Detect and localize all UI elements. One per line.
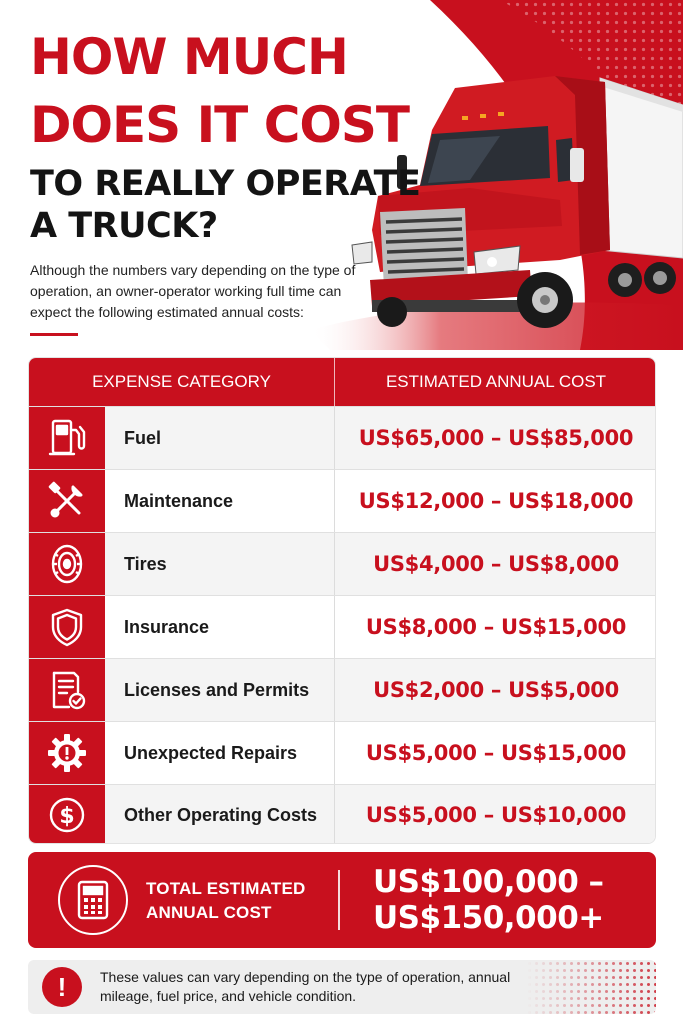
gear-alert-icon	[29, 722, 105, 784]
total-label: TOTAL ESTIMATED ANNUAL COST	[146, 879, 306, 922]
table-row	[29, 595, 656, 658]
cost-table	[28, 357, 656, 844]
category-label: Other Operating Costs	[124, 804, 318, 825]
total-divider	[338, 870, 340, 930]
table-row	[29, 532, 656, 595]
page-title-line-2: DOES IT COST	[30, 96, 410, 154]
intro-text: Although the numbers vary depending on the type of operation, an owner-operator working full time can expect the following estimated annual costs:	[30, 262, 356, 320]
dollar-circle-icon	[29, 785, 105, 844]
dot-pattern	[526, 960, 656, 1014]
divider	[30, 333, 78, 336]
category-label: Maintenance	[124, 490, 234, 511]
disclaimer-note	[28, 960, 656, 1014]
category-label: Tires	[124, 553, 167, 574]
calculator-icon	[58, 865, 128, 935]
cost-value: US$5,000 – US$15,000	[365, 741, 627, 765]
note-text: These values can vary depending on the type of operation, annual mileage, fuel price, and vehicle condition.	[100, 969, 511, 1004]
cost-value: US$5,000 – US$10,000	[365, 803, 627, 827]
shield-icon	[29, 596, 105, 658]
page-title-line-1: HOW MUCH	[30, 28, 348, 86]
total-value-line-2: US$150,000+	[373, 900, 604, 936]
table-header	[29, 358, 656, 406]
category-label: Fuel	[124, 427, 162, 448]
header-expense-category: EXPENSE CATEGORY	[92, 372, 271, 391]
cost-value: US$65,000 – US$85,000	[358, 426, 634, 450]
total-banner	[28, 852, 656, 948]
category-label: Licenses and Permits	[124, 679, 310, 700]
cost-value: US$8,000 – US$15,000	[365, 615, 627, 639]
tire-icon	[29, 533, 105, 595]
table-row	[29, 406, 656, 469]
svg-text:$: $	[59, 804, 75, 829]
document-check-icon	[29, 659, 105, 721]
table-row	[29, 469, 656, 532]
fuel-pump-icon	[29, 407, 105, 469]
cost-value: US$2,000 – US$5,000	[373, 678, 619, 702]
total-value-line-1: US$100,000 –	[373, 864, 604, 900]
cost-value: US$4,000 – US$8,000	[373, 552, 619, 576]
cost-value: US$12,000 – US$18,000	[358, 489, 634, 513]
table-row	[29, 658, 656, 721]
table-row	[29, 784, 656, 844]
category-label: Insurance	[124, 616, 210, 637]
total-value	[373, 864, 643, 936]
header-estimated-cost: ESTIMATED ANNUAL COST	[385, 372, 607, 391]
page-title-line-4: A TRUCK?	[30, 206, 218, 246]
wrench-screwdriver-icon	[29, 470, 105, 532]
table-row	[29, 721, 656, 784]
exclamation-icon: !	[42, 967, 82, 1007]
page-title-line-3: TO REALLY OPERATE	[30, 164, 421, 204]
category-label: Unexpected Repairs	[124, 742, 298, 763]
